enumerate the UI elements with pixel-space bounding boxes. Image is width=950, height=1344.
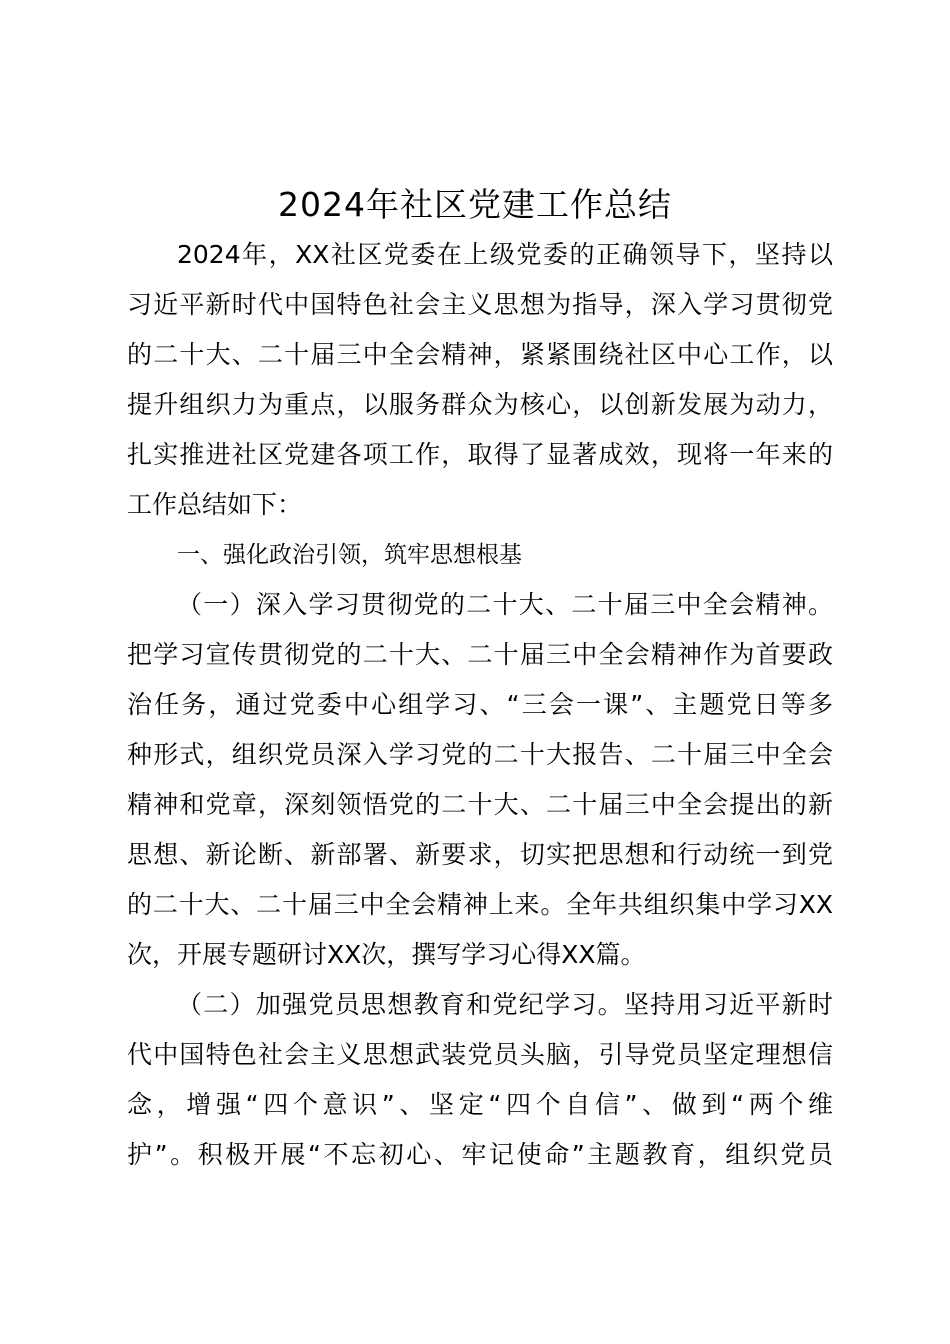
text-line: 精神和党章，深刻领悟党的二十大、二十届三中全会提出的新	[127, 790, 833, 819]
text-line: 种形式，组织党员深入学习党的二十大报告、二十届三中全会	[127, 740, 833, 769]
text-line: 的二十大、二十届三中全会精神上来。全年共组织集中学习XX	[127, 890, 833, 919]
text-line: 扎实推进社区党建各项工作，取得了显著成效，现将一年来的	[127, 440, 833, 469]
text-line: 提升组织力为重点，以服务群众为核心，以创新发展为动力，	[127, 390, 833, 419]
text-line: 工作总结如下：	[127, 490, 303, 519]
paragraph-study	[127, 580, 833, 980]
text-line: （一）深入学习贯彻党的二十大、二十届三中全会精神。	[177, 590, 833, 619]
text-line: 的二十大、二十届三中全会精神，紧紧围绕社区中心工作，以	[127, 340, 833, 369]
paragraph-intro	[127, 230, 833, 530]
paragraph-education	[127, 980, 833, 1180]
text-line: 2024年，XX社区党委在上级党委的正确领导下，坚持以	[177, 240, 833, 269]
text-line: （二）加强党员思想教育和党纪学习。坚持用习近平新时	[177, 990, 833, 1019]
text-line: 治任务，通过党委中心组学习、“三会一课”、主题党日等多	[127, 690, 833, 719]
text-line: 护”。积极开展“不忘初心、牢记使命”主题教育，组织党员	[127, 1140, 833, 1169]
text-line: 代中国特色社会主义思想武装党员头脑，引导党员坚定理想信	[127, 1040, 833, 1069]
section-heading: 一、强化政治引领，筑牢思想根基	[177, 542, 522, 568]
document-title: 2024年社区党建工作总结	[278, 185, 672, 224]
text-line: 念，增强“四个意识”、坚定“四个自信”、做到“两个维	[127, 1090, 833, 1119]
text-line: 把学习宣传贯彻党的二十大、二十届三中全会精神作为首要政	[127, 640, 833, 669]
text-line: 思想、新论断、新部署、新要求，切实把思想和行动统一到党	[127, 840, 833, 869]
document-body	[127, 230, 833, 1180]
text-line: 次，开展专题研讨XX次，撰写学习心得XX篇。	[127, 940, 646, 969]
text-line: 习近平新时代中国特色社会主义思想为指导，深入学习贯彻党	[127, 290, 833, 319]
